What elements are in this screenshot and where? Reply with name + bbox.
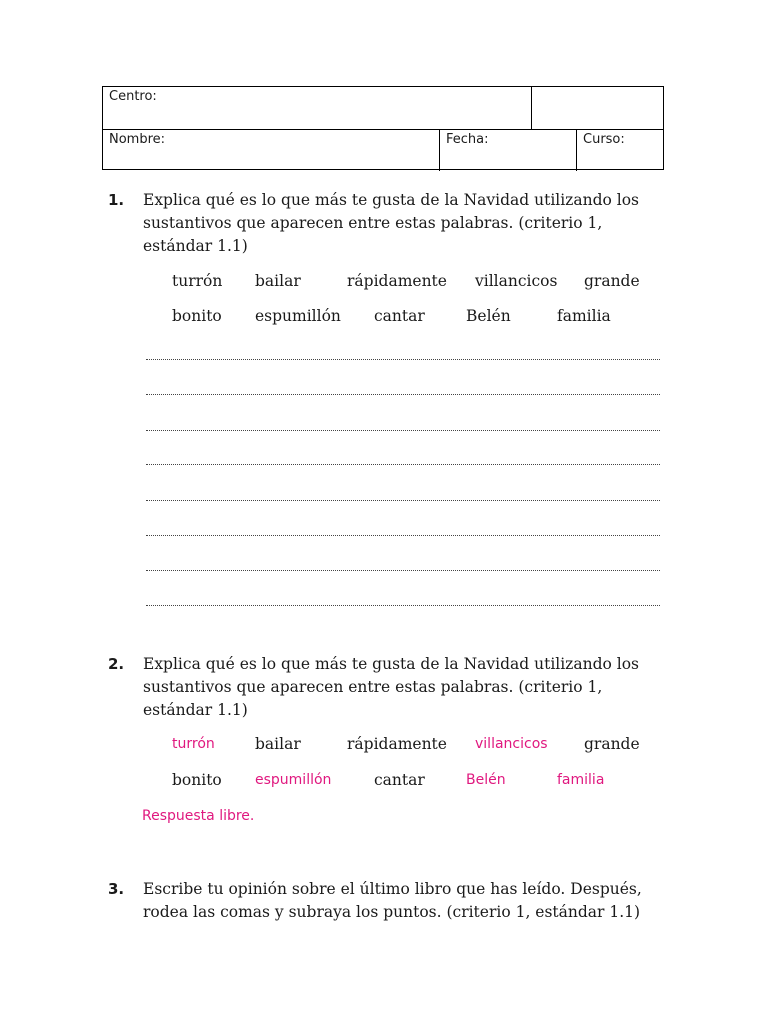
- answer-line[interactable]: [146, 605, 660, 606]
- question-number: 1.: [108, 191, 125, 209]
- fecha-field[interactable]: [440, 130, 576, 170]
- answer-line[interactable]: [146, 570, 660, 571]
- answer-line[interactable]: [146, 430, 660, 431]
- word-option: grande: [584, 735, 640, 753]
- word-option: bonito: [172, 307, 222, 325]
- word-option: villancicos: [475, 272, 558, 290]
- question-number: 2.: [108, 655, 125, 673]
- centro-extra-field[interactable]: [532, 87, 663, 129]
- fecha-label: Fecha:: [446, 132, 489, 147]
- word-option: rápidamente: [347, 735, 447, 753]
- question-text: Explica qué es lo que más te gusta de la Navidad utilizando los sustantivos que aparecen entre estas palabras. (criterio 1, estándar 1.1): [143, 191, 639, 255]
- centro-label: Centro:: [109, 89, 157, 104]
- nombre-label: Nombre:: [109, 132, 166, 147]
- curso-field[interactable]: [577, 130, 663, 170]
- word-option: bonito: [172, 771, 222, 789]
- answer-line[interactable]: [146, 394, 660, 395]
- word-option-highlighted: villancicos: [475, 736, 548, 752]
- question-text: Explica qué es lo que más te gusta de la Navidad utilizando los sustantivos que aparecen entre estas palabras. (criterio 1, estándar 1.1): [143, 655, 639, 719]
- word-option: familia: [557, 307, 611, 325]
- word-option: grande: [584, 272, 640, 290]
- answer-line[interactable]: [146, 500, 660, 501]
- curso-label: Curso:: [583, 132, 625, 147]
- word-option: bailar: [255, 272, 301, 290]
- question-text: Escribe tu opinión sobre el último libro que has leído. Después, rodea las comas y subraya los puntos. (criterio 1, estándar 1.1): [143, 880, 642, 921]
- answer-line[interactable]: [146, 535, 660, 536]
- answer-line[interactable]: [146, 359, 660, 360]
- word-option: turrón: [172, 272, 223, 290]
- student-info-table: [102, 86, 664, 170]
- word-option: Belén: [466, 307, 511, 325]
- answer-text: Respuesta libre.: [142, 808, 255, 824]
- word-option: bailar: [255, 735, 301, 753]
- nombre-field[interactable]: [103, 130, 439, 170]
- word-option: cantar: [374, 771, 425, 789]
- word-option-highlighted: espumillón: [255, 772, 332, 788]
- word-option: rápidamente: [347, 272, 447, 290]
- word-option: espumillón: [255, 307, 341, 325]
- question-number: 3.: [108, 880, 125, 898]
- word-option-highlighted: turrón: [172, 736, 215, 752]
- answer-line[interactable]: [146, 464, 660, 465]
- word-option: cantar: [374, 307, 425, 325]
- centro-field[interactable]: [103, 87, 531, 129]
- word-option-highlighted: familia: [557, 772, 605, 788]
- word-option-highlighted: Belén: [466, 772, 506, 788]
